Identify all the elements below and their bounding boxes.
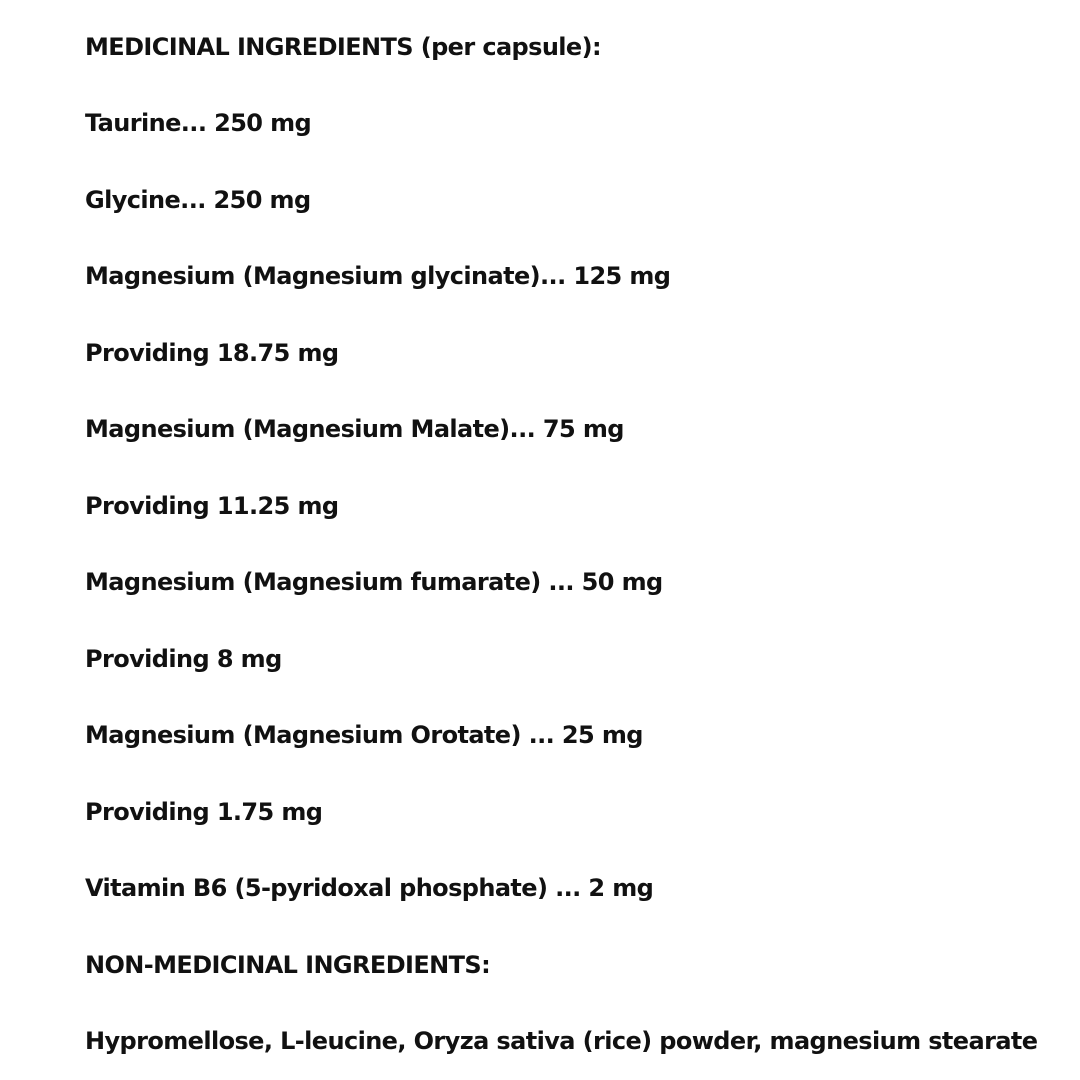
ingredient-line-providing: Providing 11.25 mg — [85, 492, 339, 520]
ingredient-line-magnesium-fumarate: Magnesium (Magnesium fumarate) ... 50 mg — [85, 568, 663, 596]
ingredient-line-magnesium-orotate: Magnesium (Magnesium Orotate) ... 25 mg — [85, 721, 643, 749]
medicinal-ingredients-heading: MEDICINAL INGREDIENTS (per capsule): — [85, 33, 601, 61]
ingredient-line-magnesium-malate: Magnesium (Magnesium Malate)... 75 mg — [85, 415, 624, 443]
non-medicinal-ingredients-text: Hypromellose, L-leucine, Oryza sativa (rice) powder, magnesium stearate — [85, 1027, 1038, 1055]
ingredient-line-magnesium-glycinate: Magnesium (Magnesium glycinate)... 125 mg — [85, 262, 671, 290]
ingredient-line-providing: Providing 18.75 mg — [85, 339, 339, 367]
ingredient-line-glycine: Glycine... 250 mg — [85, 186, 311, 214]
non-medicinal-ingredients-heading: NON-MEDICINAL INGREDIENTS: — [85, 951, 491, 979]
ingredient-line-providing: Providing 8 mg — [85, 645, 282, 673]
ingredient-line-providing: Providing 1.75 mg — [85, 798, 323, 826]
ingredient-line-taurine: Taurine... 250 mg — [85, 109, 312, 137]
ingredient-line-vitamin-b6: Vitamin B6 (5-pyridoxal phosphate) ... 2 mg — [85, 874, 654, 902]
